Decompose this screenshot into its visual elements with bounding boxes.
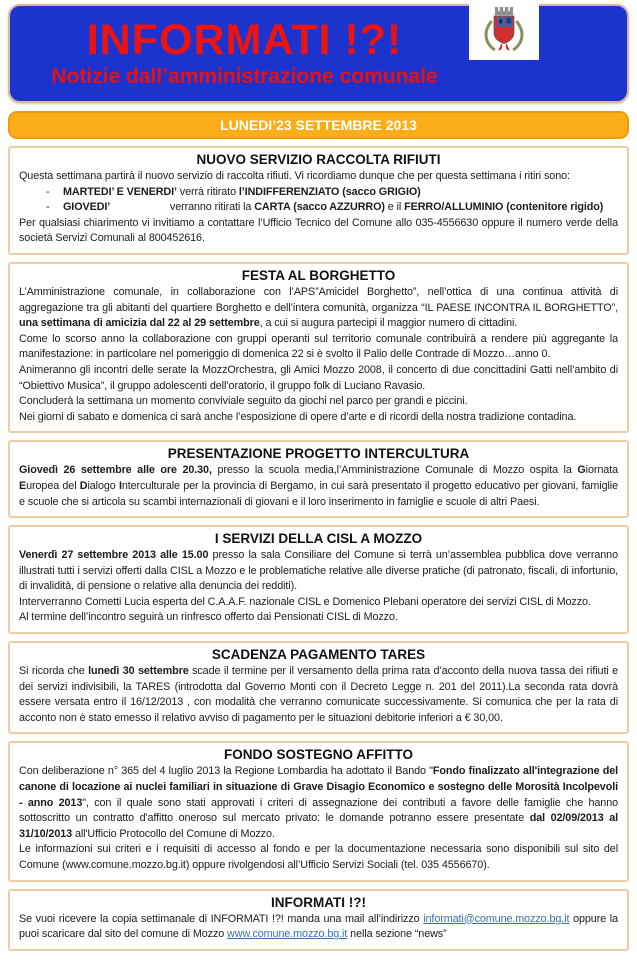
text-run: Giovedì 26 settembre alle ore 20.30, xyxy=(19,464,212,477)
text-run: Con deliberazione n° 365 del 4 luglio 2013 la Regione Lombardia ha adottato il Bando " xyxy=(19,765,433,778)
paragraph xyxy=(19,548,618,595)
section-borghetto xyxy=(8,262,629,433)
text-run: I xyxy=(118,479,122,492)
text-run: Concluderà la settimana un momento conviviale seguito da giochi nel parco per grandi e piccini. xyxy=(19,395,468,408)
bullet-dash: - xyxy=(46,201,50,214)
text-run: Come lo scorso anno la collaborazione con gruppi operanti sul territorio comunale contribuirà a rendere più aggregante la manifestazione: in particolare nel pomeriggio di domenica 22 si è svolto il Palio delle Contrade di Mozzo…anno 0. xyxy=(19,332,618,361)
municipal-coat-of-arms-icon xyxy=(469,2,539,60)
text-run: L’Amministrazione comunale, in collaborazione con l’APS”Amicidel Borghetto”, nell’ottica di una continua attività di aggregazione tra gli abitanti del quartiere Borghetto e dell’intera comunità, organizza “IL PAESE INCONTRA IL BORGHETTO”, xyxy=(19,285,618,314)
text-run: MARTEDI’ E VENERDI’ xyxy=(63,185,177,198)
text-run: CARTA (sacco AZZURRO) xyxy=(254,201,385,214)
bullet-text xyxy=(63,185,618,201)
section-informati xyxy=(8,889,629,951)
paragraph xyxy=(19,764,618,842)
newsletter-title: INFORMATI !?! xyxy=(86,15,403,64)
text-run: verranno ritirati la xyxy=(167,201,255,214)
section-title: I SERVIZI DELLA CISL A MOZZO xyxy=(214,531,423,547)
text-run: verrà ritirato xyxy=(176,185,239,198)
text-run: Nei giorni di sabato e domenica ci sarà anche l’esposizione di opere d’arte e di ricordi della nostra tradizione contadina. xyxy=(19,410,577,423)
text-run: Animeranno gli incontri delle serate la MozzOrchestra, gli Amici Mozzo 2008, il concerto di due concittadini Gatti nell’ambito di “Obiettivo Musica”, il gruppo adolescenti dell’oratorio, il gruppo folk di Luciano Ravasio. xyxy=(19,363,618,392)
text-run: Questa settimana partirà il nuovo servizio di raccolta rifiuti. Vi ricordiamo dunque che per questa settimana i ritiri sono: xyxy=(19,170,570,182)
text-run: Per qualsiasi chiarimento vi invitiamo a contattare l’Ufficio Tecnico del Comune allo 035-4556630 oppure il numero verde della società Servizi Comunali al 800452616. xyxy=(19,216,618,245)
paragraph xyxy=(19,216,618,247)
text-run: G xyxy=(577,464,586,477)
text-run: oppure la puoi scaricare dal sito del comune di Mozzo xyxy=(19,912,618,941)
text-run: E xyxy=(19,479,27,492)
paragraph xyxy=(19,169,618,185)
text-run: Fondo finalizzato all'integrazione del canone di locazione ai nuclei familiari in situazione di Grave Disagio Economico e sostegno delle Morosità Incolpevoli - anno 2013 xyxy=(19,765,619,809)
text-run: dal 02/09/2013 al 31/10/2013 xyxy=(19,812,618,840)
email-link[interactable]: informati@comune.mozzo.bg.it xyxy=(423,912,570,925)
text-run: all'Ufficio Protocollo del Comune di Mozzo. xyxy=(72,827,275,840)
paragraph xyxy=(19,610,618,626)
paragraph xyxy=(19,664,618,726)
masthead xyxy=(8,4,629,103)
text-run: Interverranno Cometti Lucia esperta del C.A.A.F. nazionale CISL e Domenico Plebani operatore dei servizi CISL di Mozzo. xyxy=(19,595,591,608)
section-title: FESTA AL BORGHETTO xyxy=(241,267,396,283)
bullet-item xyxy=(19,185,618,201)
text-run: iornata xyxy=(585,464,618,477)
text-run: GIOVEDI’ xyxy=(63,201,111,214)
section-intercultura xyxy=(8,440,629,518)
paragraph xyxy=(19,332,618,363)
website-link[interactable]: www.comune.mozzo.bg.it xyxy=(227,928,348,941)
crest-graphic xyxy=(475,4,533,58)
text-run: nterculturale per la provincia di Bergamo, in cui sarà presentato il progetto educativo per giovani, famiglie e scuole che si articola su scambi internazionali di giovani e il loro inserimento in famiglie e scuole di altri Paesi. xyxy=(19,479,618,508)
section-title: SCADENZA PAGAMENTO TARES xyxy=(211,647,426,663)
paragraph xyxy=(19,394,618,410)
text-run: scade il termine per il versamento della prima rata d’acconto della nuova tassa dei rifiuti e dei servizi indivisibili, la TARES (introdotta dal Governo Monti con il Decreto Legge n. 201 del 2011).La seconda rata dovrà essere versata entro il 16/12/2013 , con modalità che verranno comunicate successivamente. Si comunica che per la rata di acconto non è stato emesso il relativo avviso di pagamento per le situazioni debitorie inferiori a € 30,00. xyxy=(19,665,618,724)
sections-container xyxy=(8,146,629,951)
date-banner: LUNEDI’23 SETTEMBRE 2013 xyxy=(8,111,629,139)
paragraph xyxy=(19,285,618,332)
section-rifiuti xyxy=(8,146,629,255)
text-run: una settimana di amicizia dal 22 al 29 settembre xyxy=(19,317,260,330)
section-cisl xyxy=(8,525,629,634)
section-affitto xyxy=(8,741,629,881)
text-run: Venerdì 27 settembre 2013 alle 15.00 xyxy=(19,549,209,562)
section-tares xyxy=(8,641,629,734)
text-run: FERRO/ALLUMINIO (contenitore rigido) xyxy=(404,201,604,214)
text-run: presso la scuola media,l’Amministrazione Comunale di Mozzo ospita la xyxy=(211,464,578,477)
text-run: Al termine dell’incontro seguirà un rinfresco offerto dai Pensionati CISL di Mozzo. xyxy=(19,611,398,624)
text-run: Se vuoi ricevere la copia settimanale di INFORMATI !?! manda una mail all’indirizzo xyxy=(19,912,424,925)
paragraph xyxy=(19,410,618,426)
text-run: uropea del xyxy=(26,479,80,492)
section-title: INFORMATI !?! xyxy=(271,894,366,910)
section-title: NUOVO SERVIZIO RACCOLTA RIFIUTI xyxy=(196,152,441,167)
paragraph xyxy=(19,595,618,611)
newsletter-subtitle: Notizie dall’amministrazione comunale xyxy=(51,65,438,89)
section-title: FONDO SOSTEGNO AFFITTO xyxy=(224,747,413,763)
text-run: , a cui si augura partecipi il maggior numero di cittadini. xyxy=(259,317,518,330)
text-run: presso la sala Consiliare del Comune si terrà un’assemblea pubblica dove verranno illustrati tutti i servizi offerti dalla CISL a Mozzo e le problematiche relative alle diverse pratiche (di patronato, fiscali, di infortunio, di invalidità, di pensione o relative alla denuncia dei redditi). xyxy=(19,549,618,593)
text-run: Si ricorda che xyxy=(19,665,89,678)
paragraph xyxy=(19,463,618,510)
bullet-text xyxy=(63,200,618,216)
bullet-item xyxy=(19,200,618,216)
text-run: lunedì 30 settembre xyxy=(88,665,189,678)
text-run: l’INDIFFERENZIATO (sacco GRIGIO) xyxy=(238,185,421,198)
paragraph xyxy=(19,912,618,943)
bullet-dash: - xyxy=(46,185,50,198)
text-run: D xyxy=(79,479,88,492)
paragraph xyxy=(19,842,618,873)
text-run: Le informazioni sui criteri e i requisiti di accesso al fondo e per la documentazione necessaria sono disponibili sul sito del Comune (www.comune.mozzo.bg.it) oppure rivolgendosi all’Ufficio Servizi Sociali (tel. 035 4556670). xyxy=(19,843,618,871)
section-title: PRESENTAZIONE PROGETTO INTERCULTURA xyxy=(167,446,470,462)
text-run: ialogo xyxy=(87,479,119,492)
text-run: ", con il quale sono stati approvati i criteri di assegnazione dei contributi a favore delle famiglie che hanno sottoscritto un contratto d'affitto oneroso sul mercato privato: le domande potranno essere presentate xyxy=(19,796,619,825)
paragraph xyxy=(19,363,618,394)
text-run: nella sezione “news” xyxy=(347,928,447,941)
text-run: e il xyxy=(384,201,405,214)
